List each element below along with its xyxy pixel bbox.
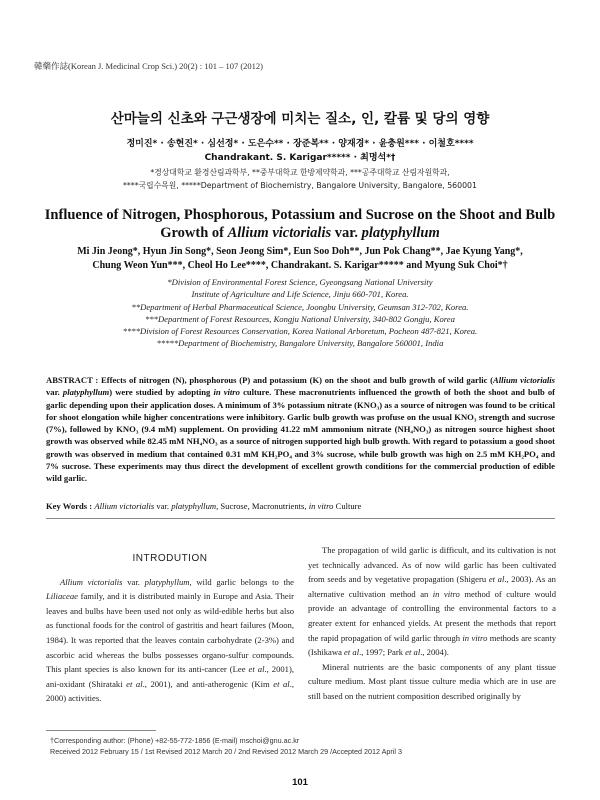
body-text: ., 2003). As an alternative cultivation method an (308, 574, 556, 599)
korean-authors (0, 137, 600, 165)
english-title (30, 206, 570, 242)
body-text: ., 2001), ani-oxidant (Shirataki (46, 664, 294, 689)
body-text: wild garlic belongs to the (191, 576, 294, 587)
in-vitro: in vitro (462, 632, 488, 643)
received-dates: Received 2012 February 15 / 1st Revised 2012 March 20 / 2nd Revised 2012 March 29 /Accepted 2012 April 3 (50, 746, 402, 756)
korean-affiliations (0, 166, 600, 192)
abstract-italic: platyphyllum (62, 387, 110, 398)
right-column (308, 543, 556, 704)
keywords-label: Key Words (46, 501, 88, 511)
body-text: var. (122, 576, 145, 587)
english-affiliations (40, 276, 560, 350)
et-al: et al (126, 678, 143, 689)
abstract-italic: Allium victorialis (493, 375, 556, 385)
variety-name: platyphyllum, (144, 576, 192, 587)
body-text: method of culture would provide an advantage of controlling the environmental factors to a greater extent for enhanced yields. At present the methods that report the rapid propagation of wild garlic through (308, 588, 557, 643)
intro-paragraph-right-1 (308, 543, 556, 660)
footnotes (50, 736, 560, 757)
section-divider (46, 518, 555, 519)
keyword-italic: in vitro (308, 501, 334, 511)
in-vitro: in vitro (432, 588, 460, 599)
keyword-italic: platyphyllum (171, 501, 217, 511)
body-text: methods are scanty (Ishikawa (308, 632, 557, 658)
affiliation-line: **Department of Herbal Pharmaceutical Science, Joongbu University, Geumsan 312-702, Korea. (131, 301, 469, 312)
introduction-heading: INTRODUTION (132, 553, 208, 564)
affiliation-line: ****Division of Forest Resources Conservation, Korea National Arboretum, Pocheon 487-821, Korea. (122, 326, 478, 337)
affiliation-line: Institute of Agriculture and Life Science, Jinju 660-701, Korea. (191, 289, 409, 300)
et-al: et al (488, 574, 505, 585)
keywords: Key Words : Allium victorialis var. platyphyllum, Sucrose, Macronutrients, in vitro Culture (46, 501, 362, 511)
keyword-text: var. (154, 501, 172, 511)
abstract-text: ABSTRACT : Effects of nitrogen (N), phosphorous (P) and potassium (K) on the shoot and bulb growth of wild garlic ( (46, 375, 494, 385)
keyword-italic: Allium victorialis (94, 501, 155, 511)
korean-affil-line-1: *경상대학교 환경산림과학부, **중부대학교 한방제약학과, ***공주대학교 산림자원학과, (150, 168, 450, 177)
abstract (46, 374, 555, 485)
english-authors (40, 245, 560, 272)
keyword-text: Culture (333, 501, 362, 511)
abstract-italic: in vitro (213, 387, 240, 398)
intro-paragraph-right-2: Mineral nutrients are the basic components of any plant tissue culture medium. Most plant tissue culture media which are in use are still based on the nutrient composition described originally by (308, 661, 556, 701)
affiliation-line: *Division of Environmental Forest Science, Gyeongsang National University (167, 277, 433, 287)
et-al: et al (405, 647, 421, 658)
abstract-text: var. (46, 387, 63, 398)
korean-title: 산마늘의 신초와 구근생장에 미치는 질소, 인, 칼륨 및 당의 영향 (110, 111, 490, 127)
page-number: 101 (292, 777, 308, 788)
et-al: et al (344, 647, 360, 658)
korean-affil-line-2: ****국립수목원, *****Department of Biochemistry, Bangalore University, Bangalore, 560001 (123, 181, 477, 190)
body-text: ., 1997; Park (359, 647, 406, 658)
title-text-2: var. (331, 225, 362, 241)
footnote-rule (46, 730, 156, 731)
abstract-text: ) were studied by adopting (109, 387, 214, 398)
affiliation-line: ***Department of Forest Resources, Kongju National University, 340-802 Gongju, Korea (145, 313, 455, 324)
journal-header: 韓藥作誌(Korean J. Medicinal Crop Sci.) 20(2) : 101 – 107 (2012) (34, 61, 263, 71)
affiliation-line: *****Department of Biochemistry, Bangalore University, Bangalore 560001, India (156, 338, 444, 349)
english-authors-line-2: Chung Weon Yun***, Cheol Ho Lee****, Chandrakant. S. Karigar***** and Myung Suk Choi*† (92, 259, 508, 271)
title-text-1: Influence of Nitrogen, Phosphorous, Potassium and Sucrose on the Shoot and Bulb Growth of (44, 207, 556, 241)
intro-paragraph-left (46, 575, 294, 706)
abstract-text: culture. These macronutrients influenced the growth of both the shoot and bulb of garlic depending upon their application doses. A minimum of 3% potassium nitrate (KNO₃) as a source of nitrogen was found to be critical for shoot elongation while higher concentrations were inhibitory. Garlic bulb growth was profuse on the usual KNO₃ strength and sucrose (7%), followed by KNO₃ (9.4 mM) supplement. On providing 41.22 mM ammonium nitrate (NH₄NO₃) as nitrogen source highest shoot growth was observed while 82.45 mM NH₄NO₃ as a source of nitrogen supported high bulb growth. With regard to potassium a good shoot growth was observed in medium that contained 0.31 mM KH₂PO₄ and 3% sucrose, while bulb growth was high on 2.5 mM KH₂PO₄ and 7% sucrose. These experiments may thus direct the development of excellent growth conditions for the commercial production of edible wild garlic. (46, 387, 556, 484)
body-text: The propagation of wild garlic is difficult, and its cultivation is not yet technically advanced. As of now wild garlic has been cultivated from seeds and by vegetative propagation (Shigeru (308, 545, 556, 585)
et-al: et al (248, 664, 265, 675)
body-text: ., 2000) activities. (46, 678, 294, 704)
corresponding-author: †Corresponding author: (Phone) +82-55-772-1856 (E-mail) mschoi@gnu.ac.kr (50, 736, 300, 745)
title-species: Allium victorialis (227, 225, 332, 241)
title-variety: platyphyllum (361, 225, 440, 241)
family-name: Liliaceae (46, 591, 78, 602)
body-text: ., 2004). (420, 647, 449, 658)
korean-authors-line-1: 정미진* · 송현진* · 심선정* · 도은수** · 장준복** · 양재경* · 윤충원*** · 이철호**** (126, 139, 474, 149)
species-name: Allium victorialis (60, 576, 123, 587)
korean-authors-line-2: Chandrakant. S. Karigar***** · 최명석*† (204, 153, 396, 163)
body-text: family, and it is distributed mainly in Europe and Asia. Their leaves and bulbs have been used not only as wild-edible herbs but also as functional foods for the control of gastritis and heart failures (Moon, 1984). It was reported that the leaves contain carbohydrate (2-3%) and ascorbic acid whereas the bulbs possesses organo-sulfur compounds. This plant species is also known for its anti-cancer (Lee (46, 591, 294, 675)
english-authors-line-1: Mi Jin Jeong*, Hyun Jin Song*, Seon Jeong Sim*, Eun Soo Doh**, Jun Pok Chang**, Jae Kyung Yang*, (77, 246, 523, 257)
left-column (46, 543, 294, 706)
keyword-text: , Sucrose, Macronutrients, (216, 501, 309, 511)
et-al: et al (273, 678, 290, 689)
body-text: ., 2001), and anti-atherogenic (Kim (142, 678, 274, 689)
